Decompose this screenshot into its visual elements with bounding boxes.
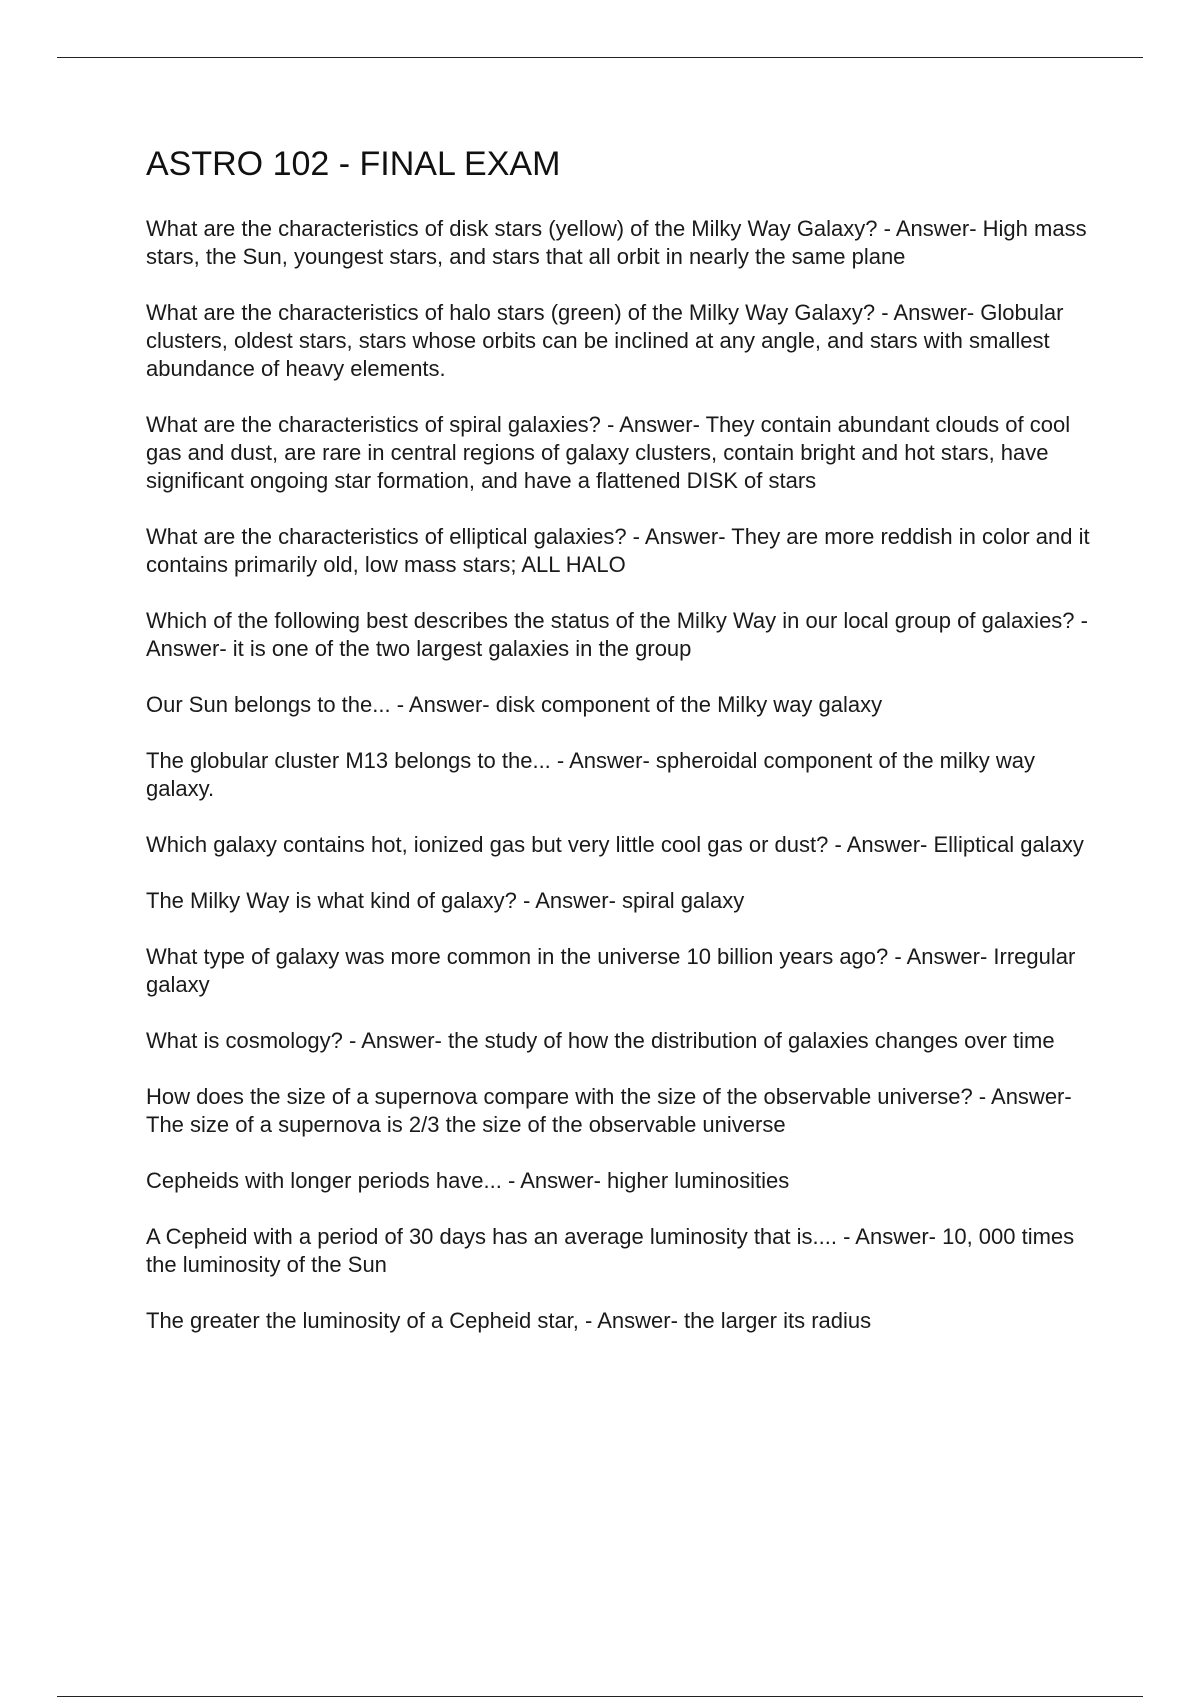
top-divider — [57, 57, 1143, 58]
qa-item: What are the characteristics of halo stars (green) of the Milky Way Galaxy? - Answer- Globular clusters, oldest stars, stars whose orbits can be inclined at any angle, and stars with smallest abundance of heavy elements. — [146, 299, 1064, 381]
qa-item: How does the size of a supernova compare with the size of the observable universe? - Answer- The size of a supernova is 2/3 the size of the observable universe — [146, 1083, 1072, 1137]
qa-item: What is cosmology? - Answer- the study of how the distribution of galaxies changes over time — [146, 1027, 1055, 1053]
qa-item: What are the characteristics of spiral galaxies? - Answer- They contain abundant clouds of cool gas and dust, are rare in central regions of galaxy clusters, contain bright and hot stars, have significant ongoing star formation, and have a flattened DISK of stars — [146, 411, 1071, 493]
document-title: ASTRO 102 - FINAL EXAM — [146, 145, 561, 183]
qa-item: The Milky Way is what kind of galaxy? - Answer- spiral galaxy — [146, 887, 745, 913]
qa-item: A Cepheid with a period of 30 days has an average luminosity that is.... - Answer- 10, 000 times the luminosity of the Sun — [146, 1223, 1075, 1277]
bottom-divider — [57, 1696, 1143, 1697]
document-body — [146, 144, 1091, 1363]
qa-item: What are the characteristics of elliptical galaxies? - Answer- They are more reddish in color and it contains primarily old, low mass stars; ALL HALO — [146, 523, 1090, 577]
qa-item: What type of galaxy was more common in the universe 10 billion years ago? - Answer- Irregular galaxy — [146, 943, 1076, 997]
qa-item: Which galaxy contains hot, ionized gas but very little cool gas or dust? - Answer- Elliptical galaxy — [146, 831, 1084, 857]
qa-item: The globular cluster M13 belongs to the... - Answer- spheroidal component of the milky way galaxy. — [146, 747, 1036, 801]
qa-list — [146, 215, 1091, 1335]
qa-item: What are the characteristics of disk stars (yellow) of the Milky Way Galaxy? - Answer- High mass stars, the Sun, youngest stars, and stars that all orbit in nearly the same plane — [146, 215, 1087, 269]
qa-item: Cepheids with longer periods have... - Answer- higher luminosities — [146, 1167, 790, 1193]
qa-item: The greater the luminosity of a Cepheid star, - Answer- the larger its radius — [146, 1307, 872, 1333]
qa-item: Which of the following best describes the status of the Milky Way in our local group of galaxies? - Answer- it is one of the two largest galaxies in the group — [146, 607, 1088, 661]
qa-item: Our Sun belongs to the... - Answer- disk component of the Milky way galaxy — [146, 691, 883, 717]
